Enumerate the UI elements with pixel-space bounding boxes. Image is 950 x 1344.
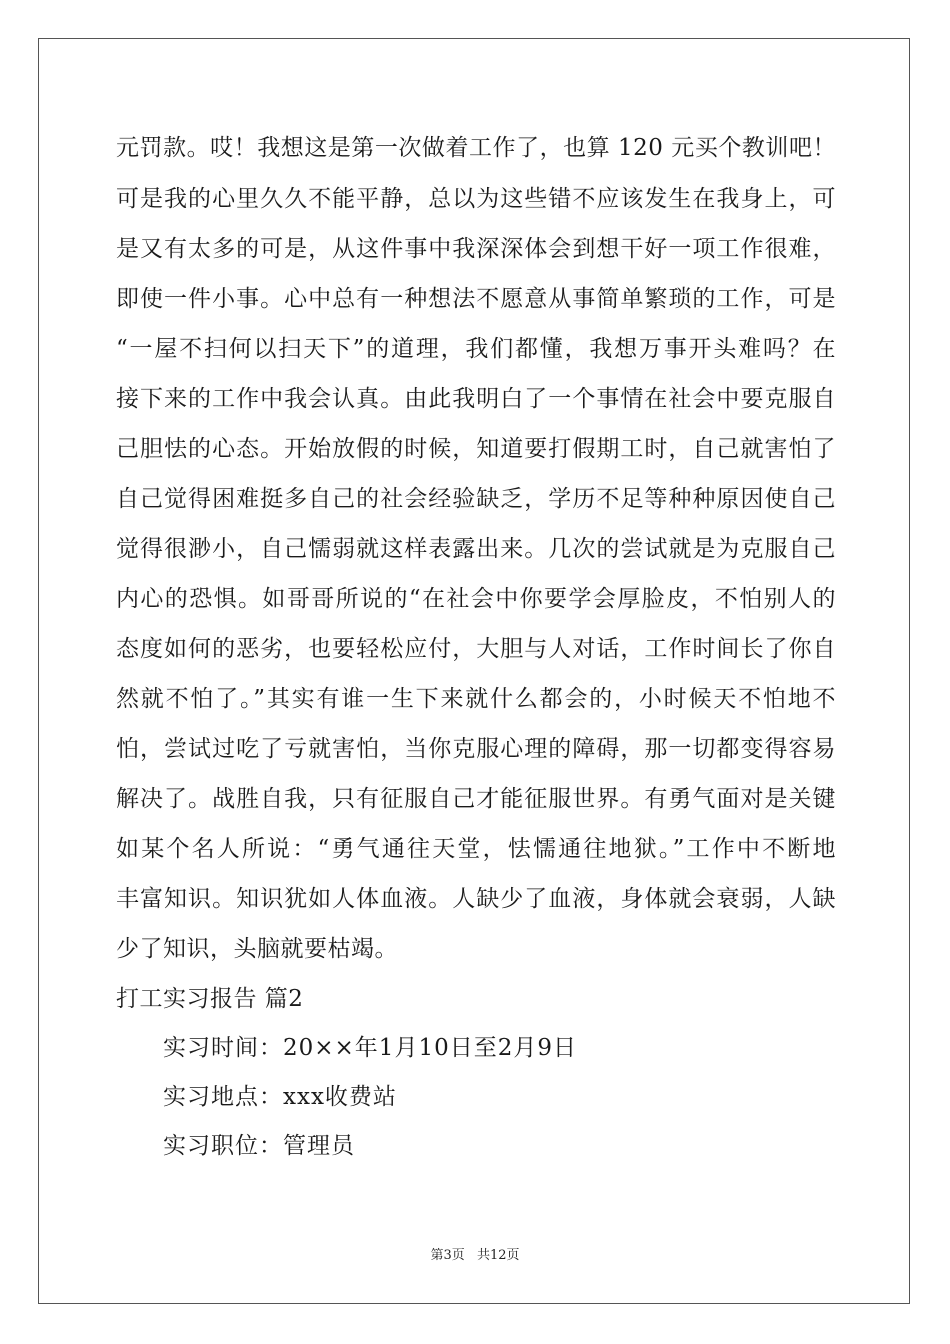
internship-time: 实习时间：20××年1月10日至2月9日 — [163, 1035, 577, 1061]
page-number: 第3页 — [430, 1248, 465, 1263]
paragraph-line: 是又有太多的可是，从这件事中我深深体会到想干好一项工作很难， — [116, 236, 836, 262]
paragraph-line: 如某个名人所说：“勇气通往天堂，怯懦通往地狱。”工作中不断地 — [116, 836, 836, 862]
paragraph-line: 可是我的心里久久不能平静，总以为这些错不应该发生在我身上，可 — [116, 186, 836, 212]
internship-location: 实习地点：xxx收费站 — [163, 1084, 397, 1110]
page-border — [38, 38, 910, 1304]
paragraph-line: 内心的恐惧。如哥哥所说的“在社会中你要学会厚脸皮，不怕别人的 — [116, 586, 836, 612]
paragraph-line: 己胆怯的心态。开始放假的时候，知道要打假期工时，自己就害怕了 — [116, 436, 836, 462]
paragraph-line: 觉得很渺小，自己懦弱就这样表露出来。几次的尝试就是为克服自己 — [116, 536, 836, 562]
paragraph-line: 即使一件小事。心中总有一种想法不愿意从事简单繁琐的工作，可是 — [116, 286, 836, 312]
paragraph-line: 然就不怕了。”其实有谁一生下来就什么都会的，小时候天不怕地不 — [116, 686, 836, 712]
total-pages: 共12页 — [476, 1248, 520, 1263]
paragraph-line: 解决了。战胜自我，只有征服自己才能征服世界。有勇气面对是关键 — [116, 786, 836, 812]
paragraph-line: 少了知识，头脑就要枯竭。 — [116, 936, 398, 962]
section-title: 打工实习报告 篇2 — [116, 986, 304, 1012]
paragraph-line: 接下来的工作中我会认真。由此我明白了一个事情在社会中要克服自 — [116, 386, 836, 412]
internship-position: 实习职位：管理员 — [163, 1133, 355, 1159]
paragraph-line: 怕，尝试过吃了亏就害怕，当你克服心理的障碍，那一切都变得容易 — [116, 736, 836, 762]
paragraph-line: 态度如何的恶劣，也要轻松应付，大胆与人对话，工作时间长了你自 — [116, 636, 836, 662]
paragraph-line: 元罚款。哎！我想这是第一次做着工作了，也算 120 元买个教训吧！ — [116, 135, 836, 161]
paragraph-line: 自己觉得困难挺多自己的社会经验缺乏，学历不足等种种原因使自己 — [116, 486, 836, 512]
paragraph-line: 丰富知识。知识犹如人体血液。人缺少了血液，身体就会衰弱，人缺 — [116, 886, 836, 912]
paragraph-line: “一屋不扫何以扫天下”的道理，我们都懂，我想万事开头难吗？在 — [116, 336, 836, 362]
page-footer — [0, 1247, 950, 1265]
